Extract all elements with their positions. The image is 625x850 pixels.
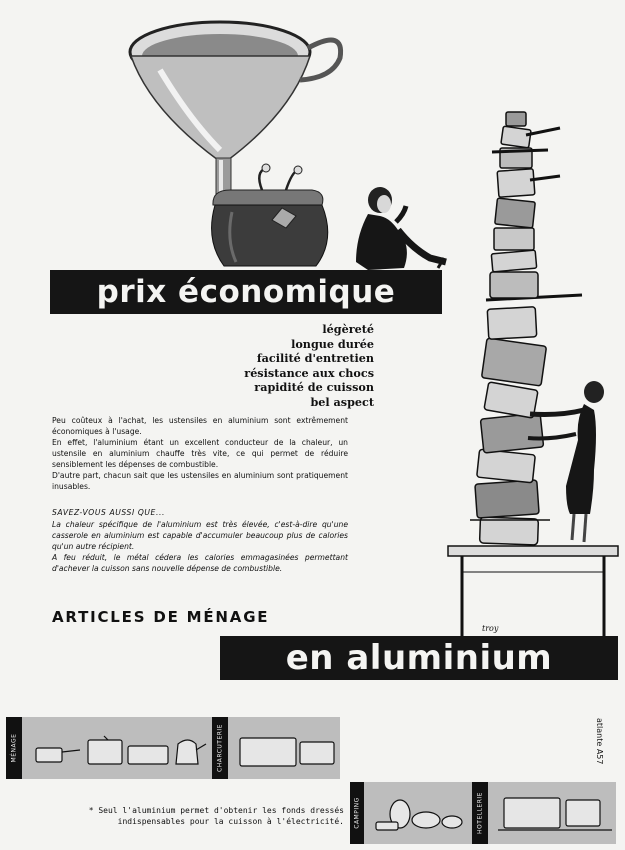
pot-icon	[88, 736, 122, 764]
savez-paragraph: A feu réduit, le métal cédera les calories emmagasinées permettant d'achever la cuisson sans nouvelle dépense de combustible.	[52, 553, 348, 573]
hotel-stockpot-icon	[498, 798, 612, 830]
quality-item: bel aspect	[310, 394, 374, 409]
camping-flask-icon	[376, 800, 462, 830]
body-paragraph: D'autre part, chacun sait que les ustensiles en aluminium sont pratiquement inusables.	[52, 471, 348, 491]
quality-item: longue durée	[291, 336, 374, 351]
kettle-icon	[176, 740, 206, 764]
agency-credit: atlante A57	[595, 718, 604, 765]
casserole-icon	[128, 746, 168, 764]
quality-item: rapidité de cuisson	[254, 380, 374, 395]
panel-label-text: MÉNAGE	[10, 733, 18, 763]
body-paragraph: En effet, l'aluminium étant un excellent conducteur de la chaleur, un ustensile en aluminium chauffe très vite, ce qui permet de réduire sensiblement les dépenses de combustible.	[52, 438, 348, 469]
footnote: * Seul l'aluminium permet d'obtenir les fonds dressés indispensables pour la cuisson à l'électricité.	[88, 806, 344, 826]
saucepan-icon	[36, 748, 80, 762]
articles-label: ARTICLES DE MÉNAGE	[52, 608, 270, 626]
panel-label-text: CHARCUTERIE	[216, 724, 224, 772]
headline-text: prix économique	[96, 274, 396, 310]
body-paragraph: Peu coûteux à l'achat, les ustensiles en aluminium sont extrêmement économiques à l'usage.	[52, 416, 348, 436]
quality-item: légèreté	[322, 322, 374, 336]
savez-title: SAVEZ-VOUS AUSSI QUE...	[52, 508, 165, 517]
artist-signature: troy	[482, 624, 499, 633]
panel-label-text: CAMPING	[353, 797, 361, 829]
roasting-pan-icon	[240, 738, 334, 766]
panel-label-text: HOTELLERIE	[476, 792, 484, 834]
savez-paragraph: La chaleur spécifique de l'aluminium est très élevée, c'est-à-dire qu'une casserole en aluminium est capable d'accumuler beaucoup plus de calories qu'un autre récipient.	[52, 520, 348, 551]
quality-item: facilité d'entretien	[256, 351, 374, 366]
aluminium-text: en aluminium	[285, 638, 553, 678]
quality-item: résistance aux chocs	[244, 365, 374, 380]
